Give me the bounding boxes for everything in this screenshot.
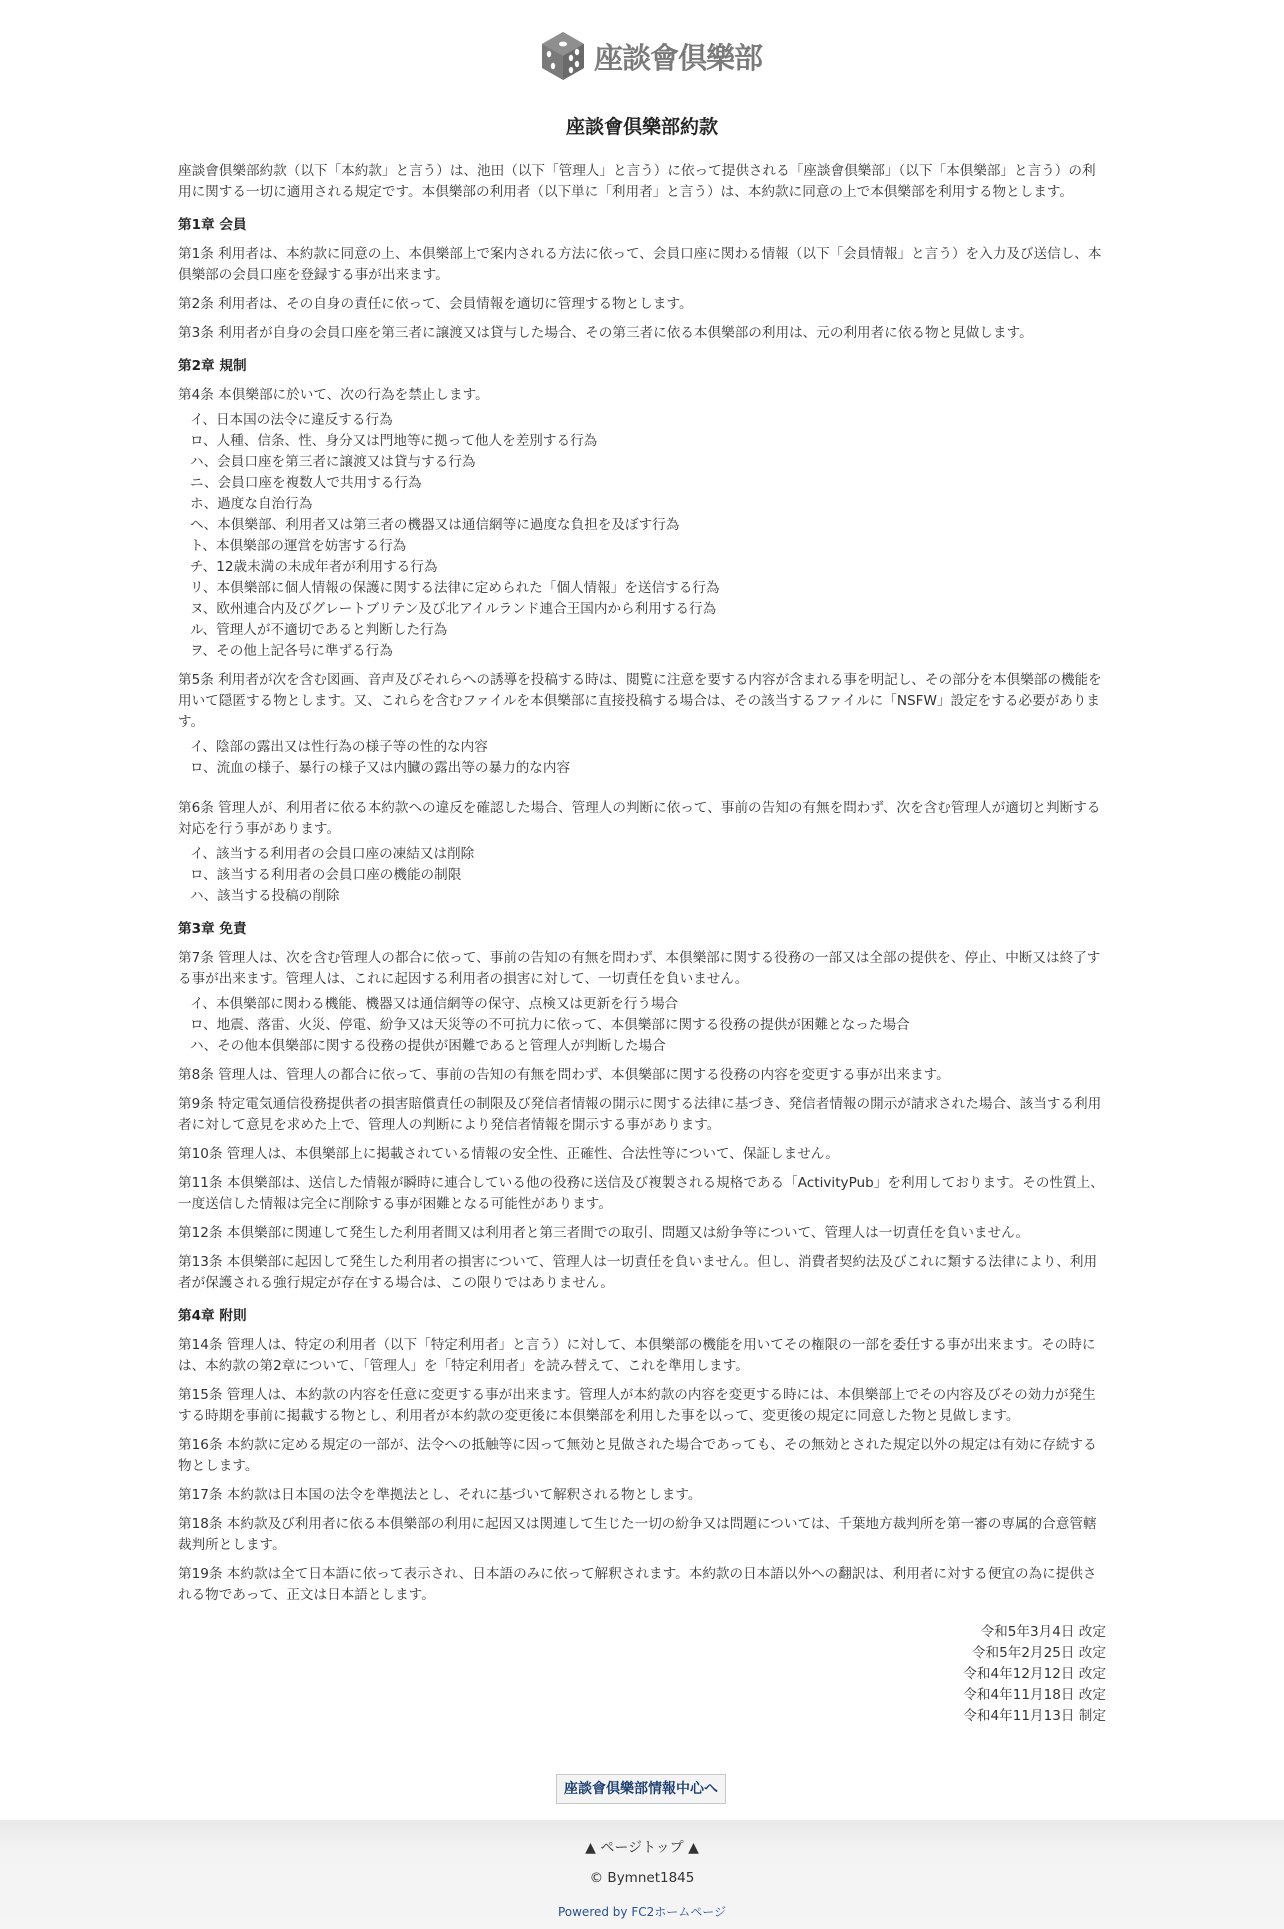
article-13: 第13条 本倶樂部に起因して発生した利用者の損害について、管理人は一切責任を負いません。但し、消費者契約法及びこれに類する法律により、利用者が保護される強行規定が存在する場合は、この限りではありません。 (178, 1254, 1098, 1291)
chapter-2-heading: 第2章 規制 (178, 358, 247, 374)
article-6-list (178, 844, 1106, 907)
list-item: イ、該当する利用者の会員口座の凍結又は削除 (190, 846, 475, 862)
revision-date: 令和4年11月18日 改定 (963, 1687, 1106, 1703)
list-item: ロ、流血の様子、暴行の様子又は内臓の露出等の暴力的な内容 (190, 760, 571, 776)
article-1: 第1条 利用者は、本約款に同意の上、本倶樂部上で案内される方法に依って、会員口座に関わる情報（以下「会員情報」と言う）を入力及び送信し、本倶樂部の会員口座を登録する事が出来ます。 (178, 246, 1102, 283)
terms-content (178, 110, 1106, 1727)
list-item: ハ、その他本倶樂部に関する役務の提供が困難であると管理人が判断した場合 (190, 1038, 666, 1054)
list-item: ヌ、欧州連合内及びグレートブリテン及び北アイルランド連合王国内から利用する行為 (190, 601, 717, 617)
revision-date: 令和5年2月25日 改定 (971, 1645, 1106, 1661)
revision-history (178, 1622, 1106, 1727)
list-item: イ、日本国の法令に違反する行為 (190, 412, 393, 428)
page-top-link[interactable]: ▲ ページトップ ▲ (585, 1840, 699, 1856)
powered-prefix: Powered by (557, 1905, 632, 1919)
article-3: 第3条 利用者が自身の会員口座を第三者に譲渡又は貸与した場合、その第三者に依る本倶樂部の利用は、元の利用者に依る物と見做します。 (178, 325, 1033, 341)
list-item: ハ、該当する投稿の削除 (190, 888, 340, 904)
article-12: 第12条 本倶樂部に関連して発生した利用者間又は利用者と第三者間での取引、問題又は紛争等について、管理人は一切責任を負いません。 (178, 1225, 1030, 1241)
list-item: リ、本倶樂部に個人情報の保護に関する法律に定められた「個人情報」を送信する行為 (190, 580, 720, 596)
article-4-list (178, 410, 1106, 662)
article-7-list (178, 994, 1106, 1057)
article-18: 第18条 本約款及び利用者に依る本倶樂部の利用に起因又は関連して生じた一切の紛争又は問題については、千葉地方裁判所を第一審の専属的合意管轄裁判所とします。 (178, 1516, 1097, 1553)
article-6: 第6条 管理人が、利用者に依る本約款への違反を確認した場合、管理人の判断に依って、事前の告知の有無を問わず、次を含む管理人が適切と判断する対応を行う事があります。 (178, 800, 1101, 837)
article-5-list (178, 737, 1106, 779)
list-item: イ、本倶樂部に関わる機能、機器又は通信網等の保守、点検又は更新を行う場合 (190, 996, 679, 1012)
chapter-4-heading: 第4章 附則 (178, 1308, 247, 1324)
logo-text: 座談會倶樂部 (594, 40, 763, 75)
article-8: 第8条 管理人は、管理人の都合に依って、事前の告知の有無を問わず、本倶樂部に関する役務の内容を変更する事が出来ます。 (178, 1067, 950, 1083)
revision-date: 令和5年3月4日 改定 (980, 1624, 1106, 1640)
list-item: ト、本倶樂部の運営を妨害する行為 (190, 538, 407, 554)
info-center-link[interactable]: 座談會倶樂部情報中心へ (556, 1774, 726, 1804)
article-9: 第9条 特定電気通信役務提供者の損害賠償責任の制限及び発信者情報の開示に関する法律に基づき、発信者情報の開示が請求された場合、該当する利用者に対して意見を求めた上で、管理人の判断により発信者情報を開示する事があります。 (178, 1096, 1102, 1133)
page-title: 座談會倶樂部約款 (565, 116, 718, 138)
list-item: ル、管理人が不適切であると判断した行為 (190, 622, 448, 638)
list-item: イ、陰部の露出又は性行為の様子等の性的な内容 (190, 739, 488, 755)
article-10: 第10条 管理人は、本倶樂部上に掲載されている情報の安全性、正確性、合法性等について、保証しません。 (178, 1146, 839, 1162)
chapter-1-heading: 第1章 会員 (178, 217, 247, 233)
article-17: 第17条 本約款は日本国の法令を準拠法とし、それに基づいて解釈される物とします。 (178, 1487, 702, 1503)
article-11: 第11条 本倶樂部は、送信した情報が瞬時に連合している他の役務に送信及び複製される規格である「ActivityPub」を利用しております。その性質上、一度送信した情報は完全に削除する事が困難となる可能性があります。 (178, 1175, 1104, 1212)
revision-date: 令和4年11月13日 制定 (963, 1708, 1106, 1724)
list-item: ヘ、本倶樂部、利用者又は第三者の機器又は通信網等に過度な負担を及ぼす行為 (190, 517, 680, 533)
article-4: 第4条 本倶樂部に於いて、次の行為を禁止します。 (178, 387, 489, 403)
article-5: 第5条 利用者が次を含む図画、音声及びそれらへの誘導を投稿する時は、閲覧に注意を要する内容が含まれる事を明記し、その部分を本倶樂部の機能を用いて隠匿する物とします。又、これらを含むファイルを本倶樂部に直接投稿する場合は、その該当するファイルに「NSFW」設定をする必要があります。 (178, 672, 1102, 730)
article-14: 第14条 管理人は、特定の利用者（以下「特定利用者」と言う）に対して、本倶樂部の機能を用いてその権限の一部を委任する事が出来ます。その時には、本約款の第2章について、「管理人」を「特定利用者」を読み替えて、これを準用します。 (178, 1337, 1096, 1374)
list-item: ロ、地震、落雷、火災、停電、紛争又は天災等の不可抗力に依って、本倶樂部に関する役務の提供が困難となった場合 (190, 1017, 910, 1033)
list-item: ニ、会員口座を複数人で共用する行為 (190, 475, 422, 491)
article-16: 第16条 本約款に定める規定の一部が、法令への抵触等に因って無効と見做された場合であっても、その無効とされた規定以外の規定は有効に存続する物とします。 (178, 1437, 1097, 1474)
list-item: ロ、人種、信条、性、身分又は門地等に拠って他人を差別する行為 (190, 433, 598, 449)
footer (0, 1820, 1284, 1929)
article-2: 第2条 利用者は、その自身の責任に依って、会員情報を適切に管理する物とします。 (178, 296, 693, 312)
list-item: チ、12歳未満の未成年者が利用する行為 (190, 559, 438, 575)
list-item: ホ、過度な自治行為 (190, 496, 313, 512)
fc2-link[interactable]: FC2ホームページ (631, 1905, 727, 1919)
article-7: 第7条 管理人は、次を含む管理人の都合に依って、事前の告知の有無を問わず、本倶樂部に関する役務の一部又は全部の提供を、停止、中断又は終了する事が出来ます。管理人は、これに起因する利用者の損害に対して、一切責任を負いません。 (178, 950, 1101, 987)
chapter-3-heading: 第3章 免責 (178, 921, 247, 937)
intro-paragraph: 座談會倶樂部約款（以下「本約款」と言う）は、池田（以下「管理人」と言う）に依って提供される「座談會倶樂部」（以下「本倶樂部」と言う）の利用に関する一切に適用される規定です。本倶樂部の利用者（以下単に「利用者」と言う）は、本約款に同意の上で本倶樂部を利用する物とします。 (178, 163, 1096, 200)
article-15: 第15条 管理人は、本約款の内容を任意に変更する事が出来ます。管理人が本約款の内容を変更する時には、本倶樂部上でその内容及びその効力が発生する時期を事前に掲載する物とし、利用者が本約款の変更後に本倶樂部を利用した事を以って、変更後の規定に同意した物と見做します。 (178, 1387, 1096, 1424)
article-19: 第19条 本約款は全て日本語に依って表示され、日本語のみに依って解釈されます。本約款の日本語以外への翻訳は、利用者に対する便宜の為に提供される物であって、正文は日本語とします。 (178, 1566, 1097, 1603)
list-item: ロ、該当する利用者の会員口座の機能の制限 (190, 867, 462, 883)
dice-icon (540, 30, 586, 82)
list-item: ハ、会員口座を第三者に譲渡又は貸与する行為 (190, 454, 476, 470)
powered-by (0, 1903, 1284, 1920)
revision-date: 令和4年12月12日 改定 (963, 1666, 1106, 1682)
site-logo[interactable] (540, 30, 762, 82)
list-item: ヲ、その他上記各号に準ずる行為 (190, 643, 393, 659)
copyright: © Bymnet1845 (589, 1870, 695, 1886)
